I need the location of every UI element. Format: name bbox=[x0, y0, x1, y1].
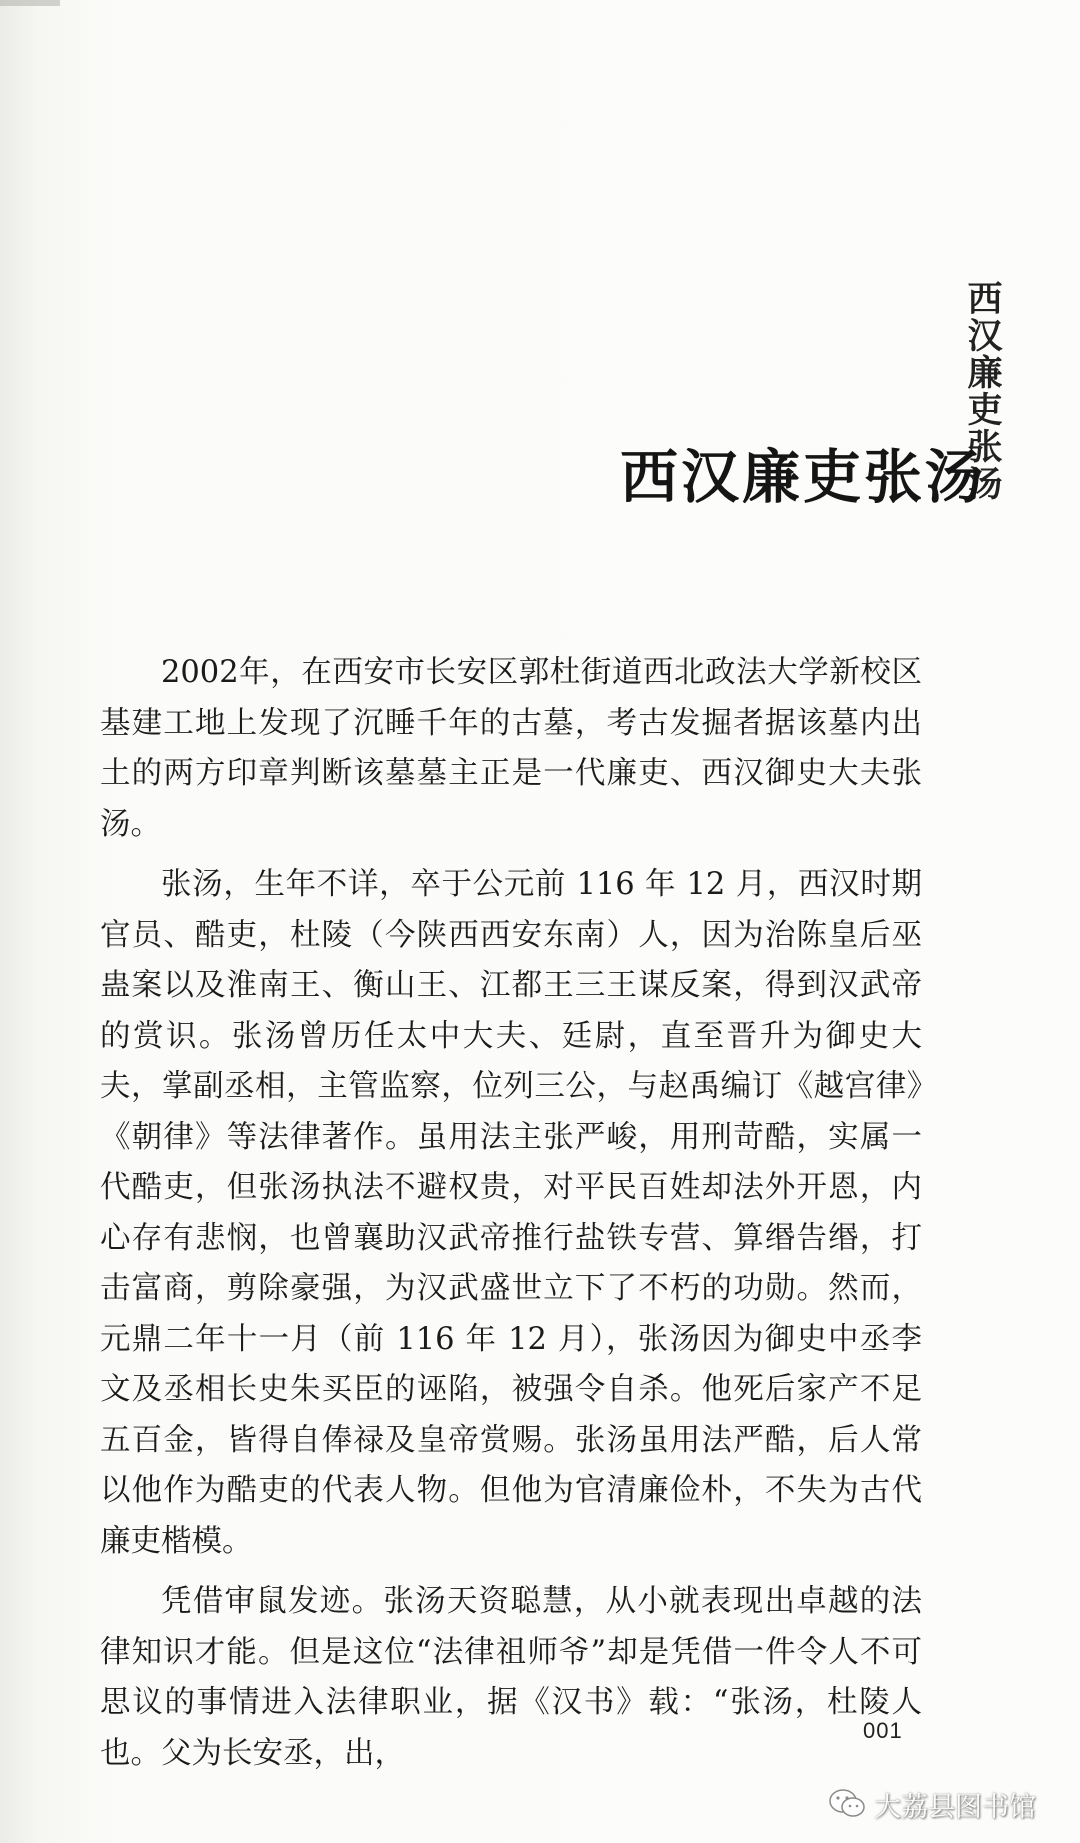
wechat-icon bbox=[828, 1787, 866, 1821]
chapter-title: 西汉廉吏张汤 bbox=[620, 443, 987, 511]
paragraph-1: 2002年，在西安市长安区郭杜街道西北政法大学新校区基建工地上发现了沉睡千年的古墓，考古发掘者据该墓内出土的两方印章判断该墓墓主正是一代廉吏、西汉御史大夫张汤。 bbox=[100, 655, 922, 842]
paragraph-3: 凭借审鼠发迹。张汤天资聪慧，从小就表现出卓越的法律知识才能。但是这位“法律祖师爷”却是凭借一件令人不可思议的事情进入法律职业，据《汉书》载：“张汤，杜陵人也。父为长安丞，出， bbox=[100, 1584, 922, 1771]
body-text bbox=[100, 648, 922, 1779]
paragraph-2: 张汤，生年不详，卒于公元前 116 年 12 月，西汉时期官员、酷吏，杜陵（今陕西西安东南）人，因为治陈皇后巫蛊案以及淮南王、衡山王、江都王三王谋反案，得到汉武帝的赏识。张汤曾历任太中大夫、廷尉，直至晋升为御史大夫，掌副丞相，主管监察，位列三公，与赵禹编订《越宫律》《朝律》等法律著作。虽用法主张严峻，用刑苛酷，实属一代酷吏，但张汤执法不避权贵，对平民百姓却法外开恩，内心存有悲悯，也曾襄助汉武帝推行盐铁专营、算缗告缗，打击富商，剪除豪强，为汉武盛世立下了不朽的功勋。然而，元鼎二年十一月（前 116 年 12 月），张汤因为御史中丞李文及丞相长史朱买臣的诬陷，被强令自杀。他死后家产不足五百金，皆得自俸禄及皇帝赏赐。张汤虽用法严酷，后人常以他作为酷吏的代表人物。但他为官清廉俭朴，不失为古代廉吏楷模。 bbox=[100, 867, 922, 1559]
running-head: 西汉廉吏张汤 bbox=[962, 280, 1003, 502]
watermark bbox=[828, 1784, 1036, 1824]
page-number: 001 bbox=[863, 1718, 903, 1743]
page-edge-shadow bbox=[0, 0, 60, 6]
watermark-text: 大荔县图书馆 bbox=[874, 1791, 1036, 1823]
